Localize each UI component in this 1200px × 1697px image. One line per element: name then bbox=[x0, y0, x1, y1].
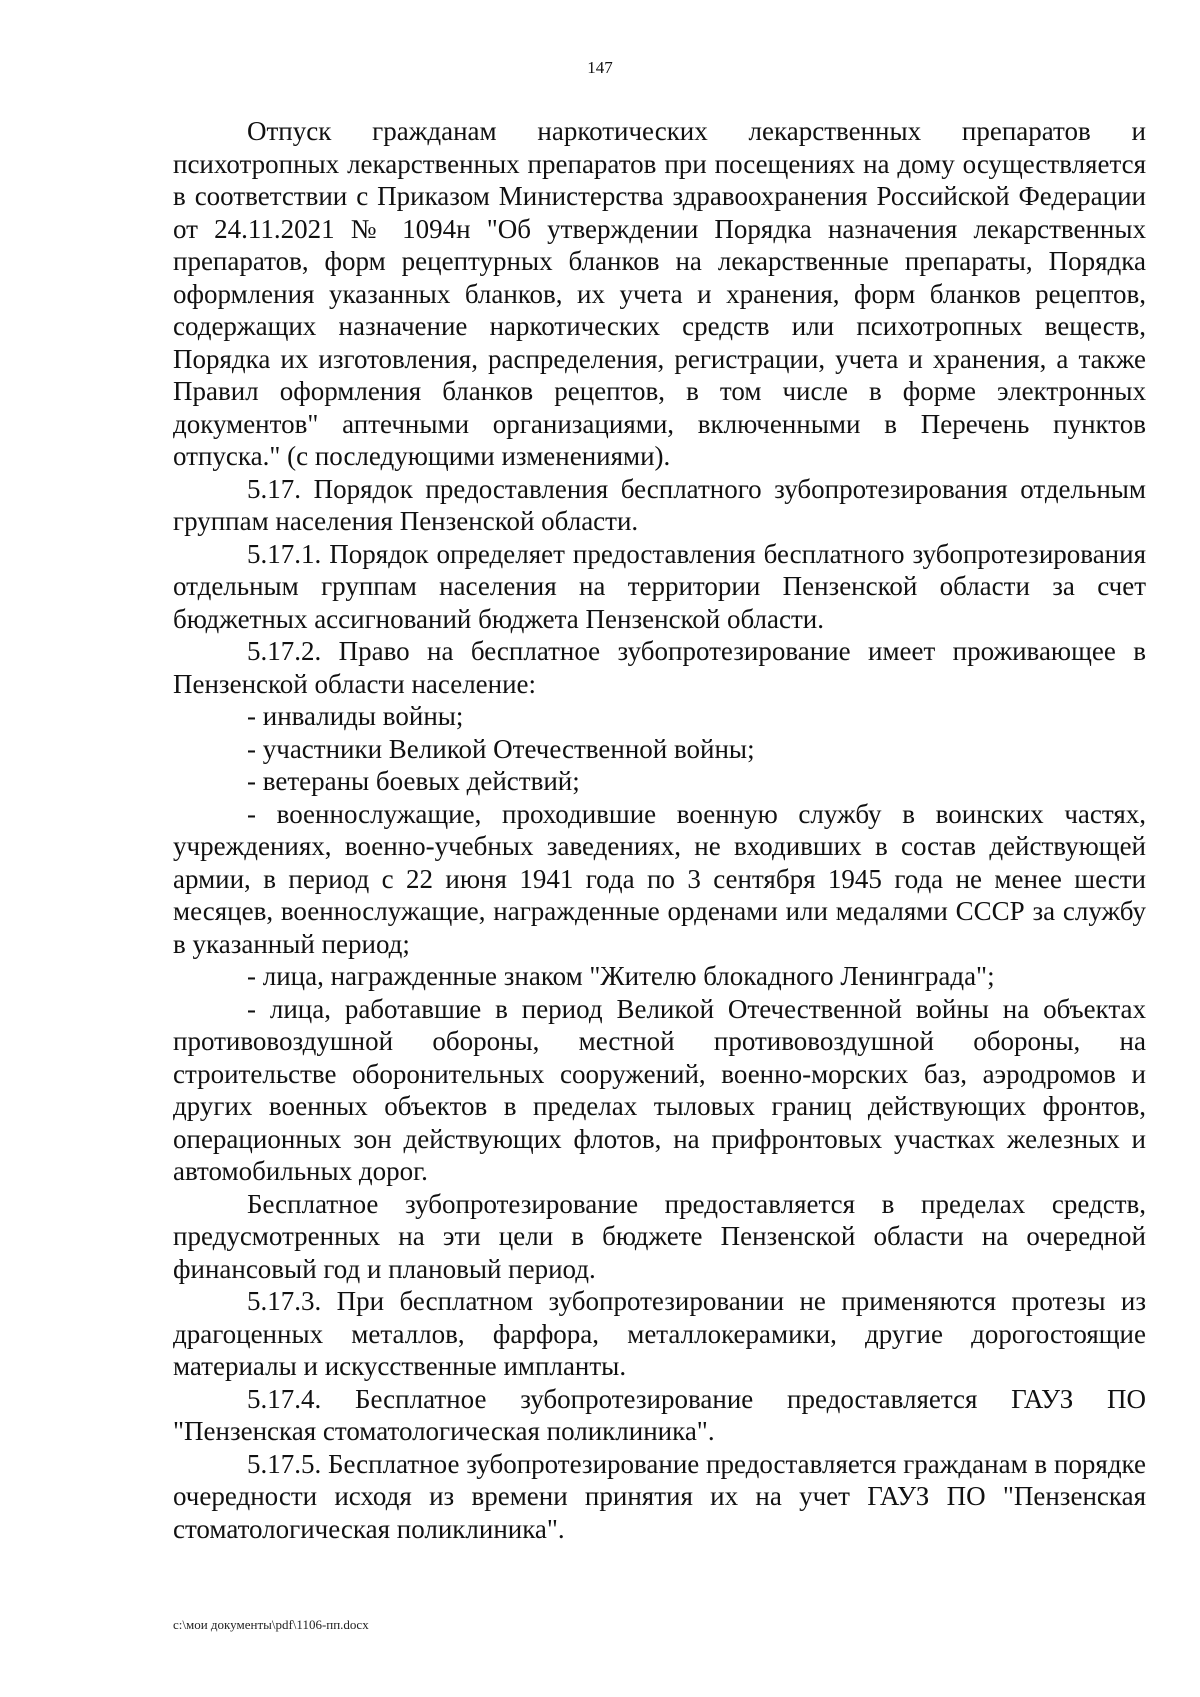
paragraph-5-17-2: 5.17.2. Право на бесплатное зубопротезирование имеет проживающее в Пензенской области население: bbox=[173, 636, 1146, 699]
paragraph-5-17-1: 5.17.1. Порядок определяет предоставления бесплатного зубопротезирования отдельным группам населения на территории Пензенской области за счет бюджетных ассигнований бюджета Пензенской области. bbox=[173, 538, 1146, 634]
paragraph-5-17-4: 5.17.4. Бесплатное зубопротезирование предоставляется ГАУЗ ПО "Пензенская стоматологическая поликлиника". bbox=[173, 1383, 1146, 1446]
footer-file-path: c:\мои документы\pdf\1106-пп.docx bbox=[173, 1617, 369, 1632]
paragraph-5-17-3: 5.17.3. При бесплатном зубопротезировании не применяются протезы из драгоценных металлов, фарфора, металлокерамики, другие дорогостоящие материалы и искусственные импланты. bbox=[173, 1286, 1146, 1381]
paragraph-narcotic-dispensing: Отпуск гражданам наркотических лекарственных препаратов и психотропных лекарственных препаратов при посещениях на дому осуществляется в соответствии с Приказом Министерства здравоохранения Российской Федерации от 24.11.2021 № 1094н "Об утверждении Порядка назначения лекарственных препаратов, форм рецептурных бланков на лекарственные препараты, Порядка оформления указанных бланков, их учета и хранения, форм бланков рецептов, содержащих назначение наркотических средств или психотропных веществ, Порядка их изготовления, распределения, регистрации, учета и хранения, а также Правил оформления бланков рецептов, в том числе в форме электронных документов" аптечными организациями, включенными в Перечень пунктов отпуска." (с последующими изменениями). bbox=[173, 116, 1146, 471]
paragraph-5-17-heading: 5.17. Порядок предоставления бесплатного зубопротезирования отдельным группам населения Пензенской области. bbox=[173, 473, 1146, 536]
list-item-leningrad-siege-badge: - лица, награжденные знаком "Жителю блокадного Ленинграда"; bbox=[247, 961, 995, 991]
list-item-combat-veterans: - ветераны боевых действий; bbox=[247, 766, 580, 796]
list-item-ww2-participants: - участники Великой Отечественной войны; bbox=[247, 733, 755, 764]
document-body bbox=[173, 115, 1146, 1545]
list-item-air-defense-workers: - лица, работавшие в период Великой Отечественной войны на объектах противовоздушной обороны, местной противовоздушной обороны, на строительстве оборонительных сооружений, военно-морских баз, аэродромов и других военных объектов в пределах тыловых границ действующих фронтов, операционных зон действующих флотов, на прифронтовых участках железных и автомобильных дорог. bbox=[173, 993, 1146, 1186]
list-item-war-invalids: - инвалиды войны; bbox=[247, 701, 464, 731]
paragraph-budget-limits: Бесплатное зубопротезирование предоставляется в пределах средств, предусмотренных на эти цели в бюджете Пензенской области на очередной финансовый год и плановый период. bbox=[173, 1188, 1146, 1284]
paragraph-5-17-5: 5.17.5. Бесплатное зубопротезирование предоставляется гражданам в порядке очередности исходя из времени принятия их на учет ГАУЗ ПО "Пензенская стоматологическая поликлиника". bbox=[173, 1448, 1146, 1544]
page-number: 147 bbox=[587, 58, 613, 77]
list-item-servicemen: - военнослужащие, проходившие военную службу в воинских частях, учреждениях, военно-учебных заведениях, не входивших в состав действующей армии, в период с 22 июня 1941 года по 3 сентября 1945 года не менее шести месяцев, военнослужащие, награжденные орденами или медалями СССР за службу в указанный период; bbox=[173, 798, 1146, 959]
